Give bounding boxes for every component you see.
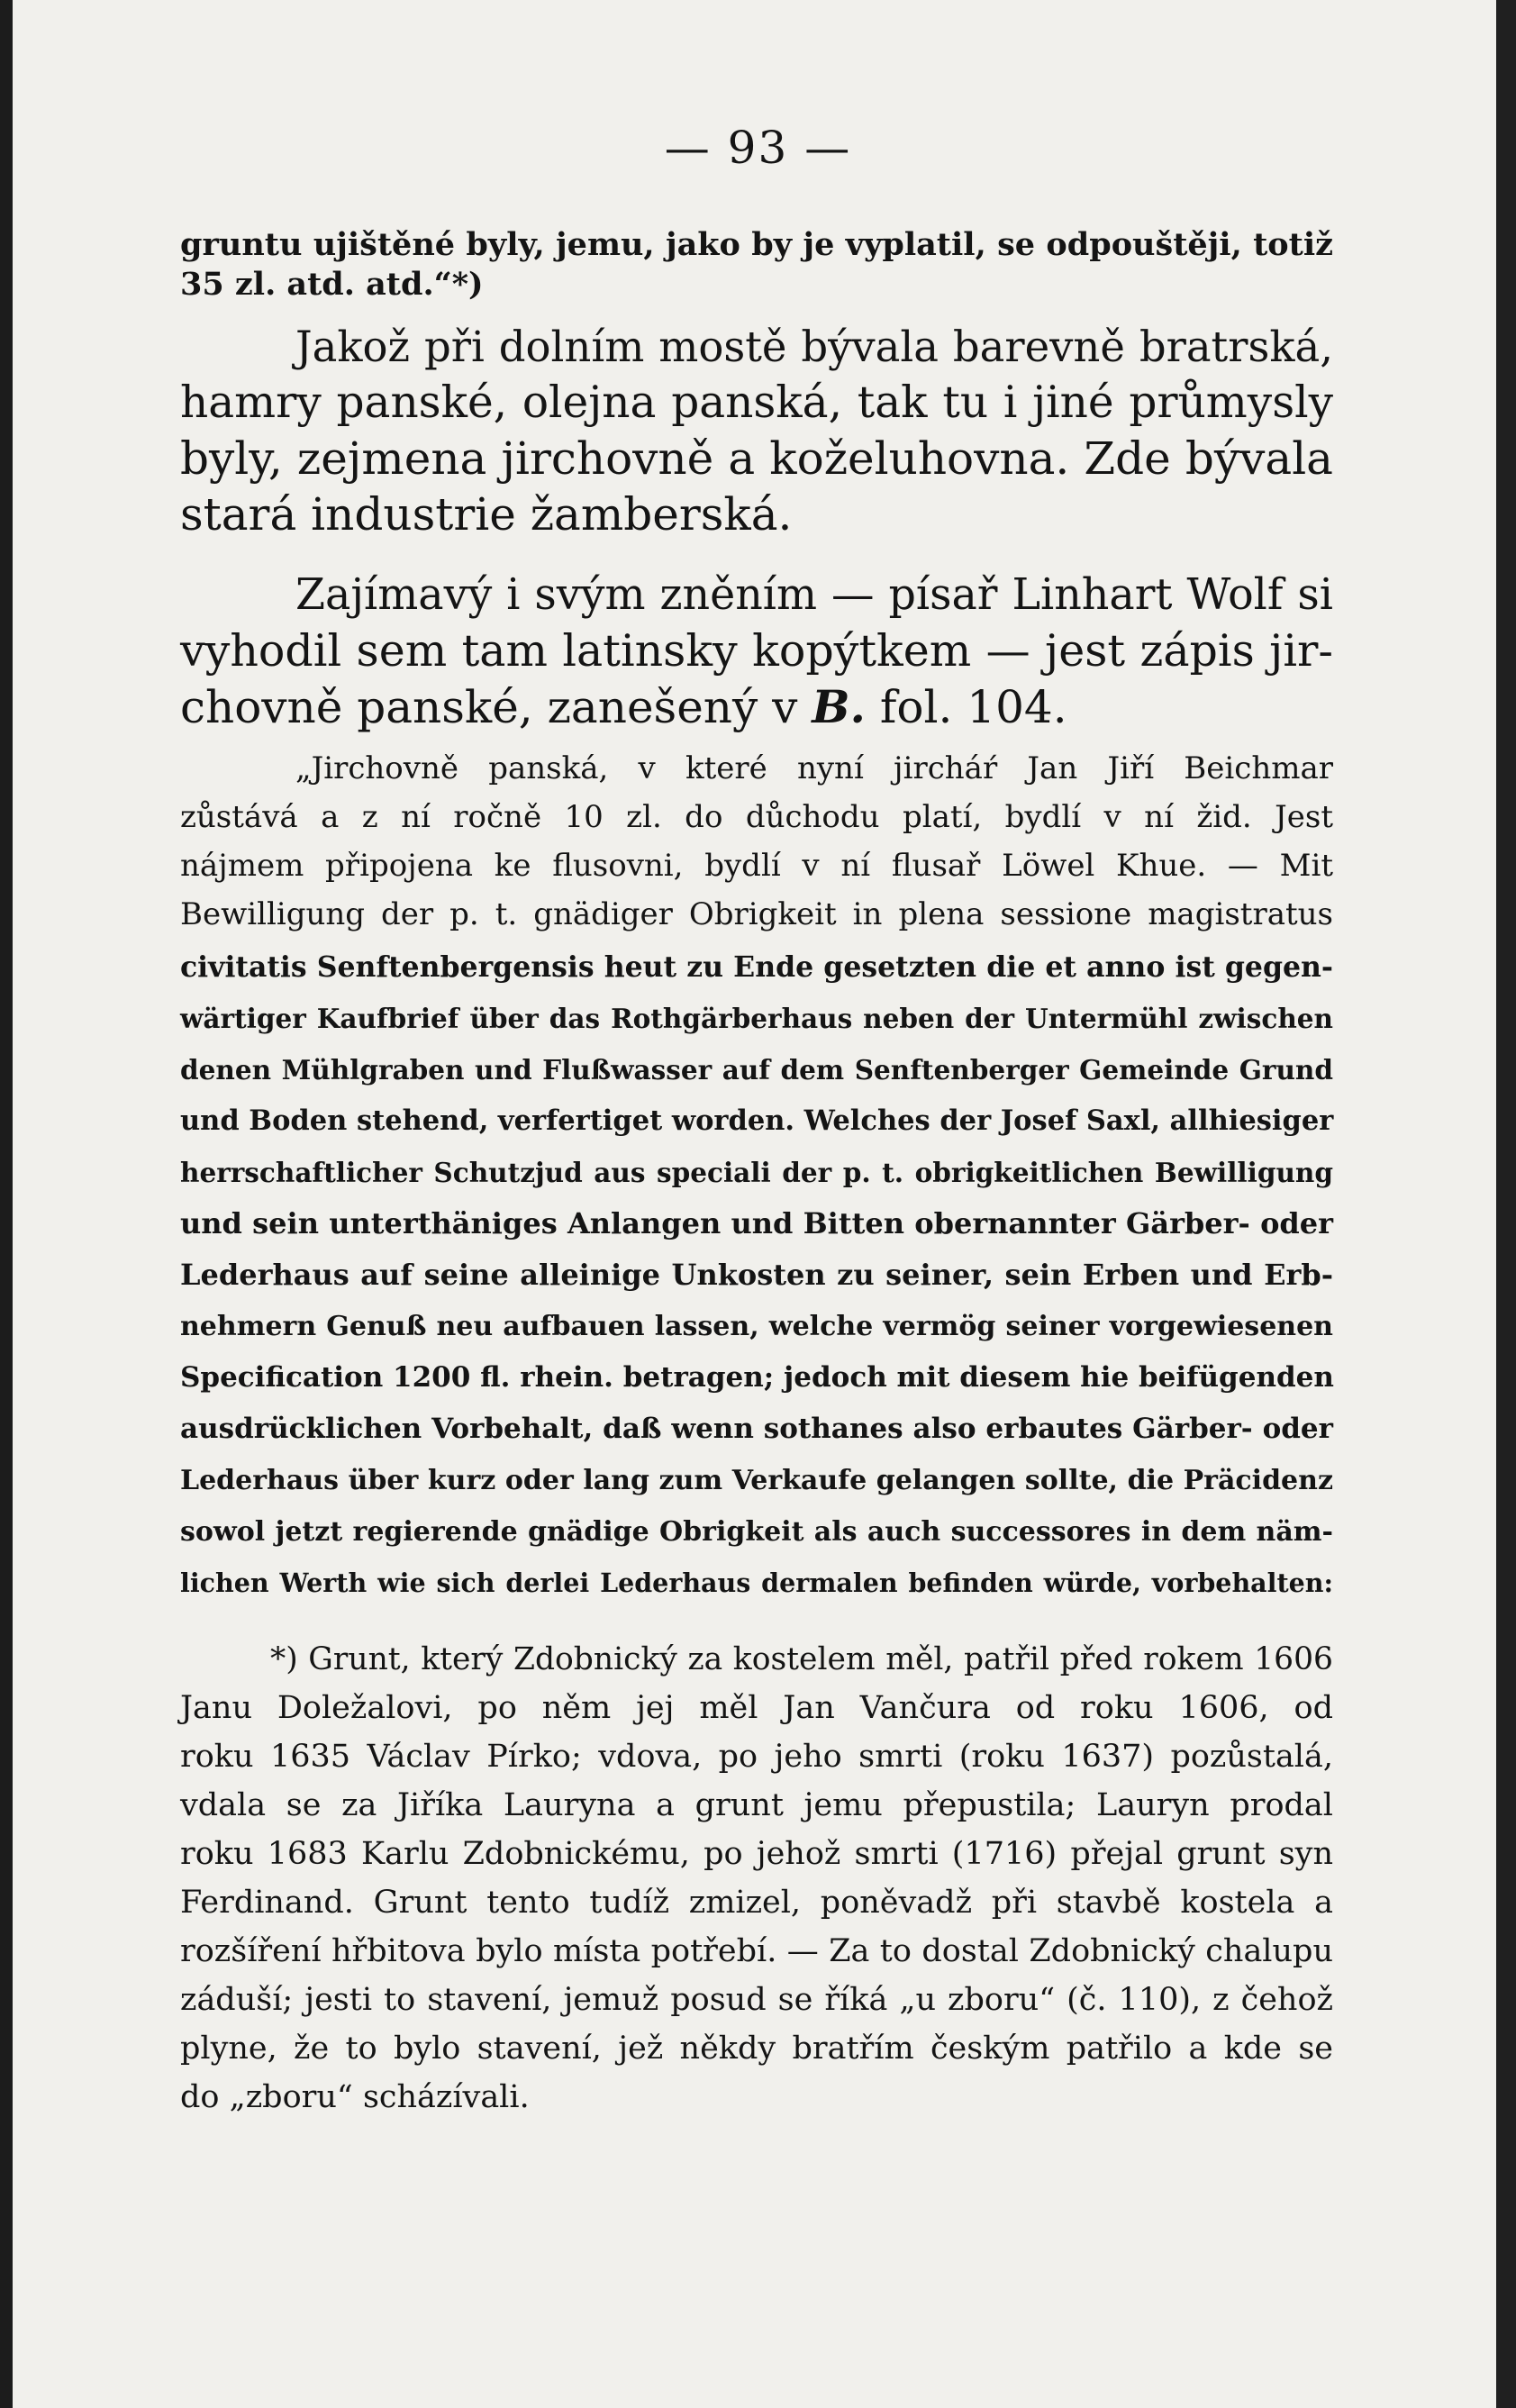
text-line: Jakož při dolním mostě bývala barevně bratrská, [295, 323, 1333, 371]
footnote-line: vdala se za Jiříka Lauryna a grunt jemu přepustila; Lauryn prodal [180, 1787, 1333, 1823]
quote-line: zůstává a z ní ročně 10 zl. do důchodu platí, bydlí v ní žid. Jest [180, 799, 1333, 835]
quote-line: Lederhaus auf seine alleinige Unkosten zu seiner, sein Erben und Erb- [180, 1258, 1333, 1292]
footnote-line: Ferdinand. Grunt tento tudíž zmizel, poněvadž při stavbě kostela a [180, 1885, 1333, 1921]
text-line: 35 zl. atd. atd.“*) [180, 266, 484, 303]
text-line: Zajímavý i svým zněním — písař Linhart Wolf si [295, 570, 1333, 620]
top-paragraph [180, 225, 1333, 304]
quote-line: und sein unterthäniges Anlangen und Bitten obernannter Gärber- oder [180, 1206, 1333, 1240]
quote-line: ausdrücklichen Vorbehalt, daß wenn sothanes also erbautes Gärber- oder [180, 1413, 1333, 1445]
text-line: vyhodil sem tam latinsky kopýtkem — jest zápis jir- [180, 625, 1333, 677]
text-line: hamry panské, olejna panská, tak tu i jiné průmysly [180, 377, 1333, 428]
footnote [180, 1635, 1333, 2122]
text-fragment: chovně panské, zanešený v [180, 681, 798, 733]
footnote-line: *) Grunt, který Zdobnický za kostelem měl, patřil před rokem 1606 [270, 1641, 1333, 1677]
italic-reference: B. [812, 680, 866, 733]
footnote-line: Janu Doležalovi, po něm jej měl Jan Vančura od roku 1606, od [180, 1690, 1333, 1726]
quote-line: und Boden stehend, verfertiget worden. Welches der Josef Saxl, allhiesiger [180, 1104, 1334, 1137]
footnote-line: rozšíření hřbitova bylo místa potřebí. — Za to dostal Zdobnický chalupu [180, 1933, 1333, 1969]
text-line: byly, zejmena jirchovně a koželuhovna. Zde bývala [180, 432, 1333, 485]
footnote-line: roku 1683 Karlu Zdobnickému, po jehož smrti (1716) přejal grunt syn [180, 1836, 1333, 1872]
text-fragment: fol. 104. [879, 681, 1067, 733]
quote-line: sowol jetzt regierende gnädige Obrigkeit als auch successores in dem näm- [180, 1516, 1333, 1548]
footnote-line: záduší; jesti to stavení, jemuž posud se říká „u zboru“ (č. 110), z čehož [180, 1982, 1333, 2018]
quoted-record [180, 744, 1333, 939]
text-line: stará industrie žamberská. [180, 488, 793, 541]
text-line: gruntu ujištěné byly, jemu, jako by je vyplatil, se odpouštěji, totiž [180, 226, 1333, 263]
quote-line: Specification 1200 fl. rhein. betragen; jedoch mit diesem hie beifügenden [180, 1361, 1334, 1394]
footnote-line: do „zboru“ scházívali. [180, 2079, 530, 2115]
quote-line: Lederhaus über kurz oder lang zum Verkaufe gelangen sollte, die Präcidenz [180, 1465, 1333, 1496]
quote-line: „Jirchovně panská, v které nyní jircháŕ Jan Jiří Beichmar [295, 750, 1333, 786]
body-paragraph-2 [180, 568, 1333, 735]
quote-line: wärtiger Kaufbrief über das Rothgärberhaus neben der Untermühl zwischen [180, 1003, 1333, 1034]
quote-line: nájmem připojena ke flusovni, bydlí v ní flusař Löwel Khue. — Mit [180, 848, 1333, 884]
left-page-edge [0, 0, 13, 2408]
right-page-edge [1496, 0, 1516, 2408]
quote-line: civitatis Senftenbergensis heut zu Ende gesetzten die et anno ist gegen- [180, 950, 1333, 984]
footnote-line: plyne, že to bylo stavení, jež někdy bratřím českým patřilo a kde se [180, 2031, 1333, 2067]
text-line [180, 679, 1333, 735]
footnote-line: roku 1635 Václav Pírko; vdova, po jeho smrti (roku 1637) pozůstalá, [180, 1739, 1333, 1775]
body-paragraph-1 [180, 319, 1333, 542]
page-number: — 93 — [664, 122, 852, 174]
quoted-record-german [180, 941, 1333, 1609]
quote-line: lichen Werth wie sich derlei Lederhaus dermalen befinden würde, vorbehalten: [180, 1567, 1333, 1598]
quote-line: nehmern Genuß neu aufbauen lassen, welche vermög seiner vorgewiesenen [180, 1311, 1333, 1342]
quote-line: Bewilligung der p. t. gnädiger Obrigkeit in plena sessione magistratus [180, 896, 1333, 932]
quote-line: denen Mühlgraben und Flußwasser auf dem Senftenberger Gemeinde Grund [180, 1054, 1333, 1086]
quote-line: herrschaftlicher Schutzjud aus speciali der p. t. obrigkeitlichen Bewilligung [180, 1157, 1333, 1188]
